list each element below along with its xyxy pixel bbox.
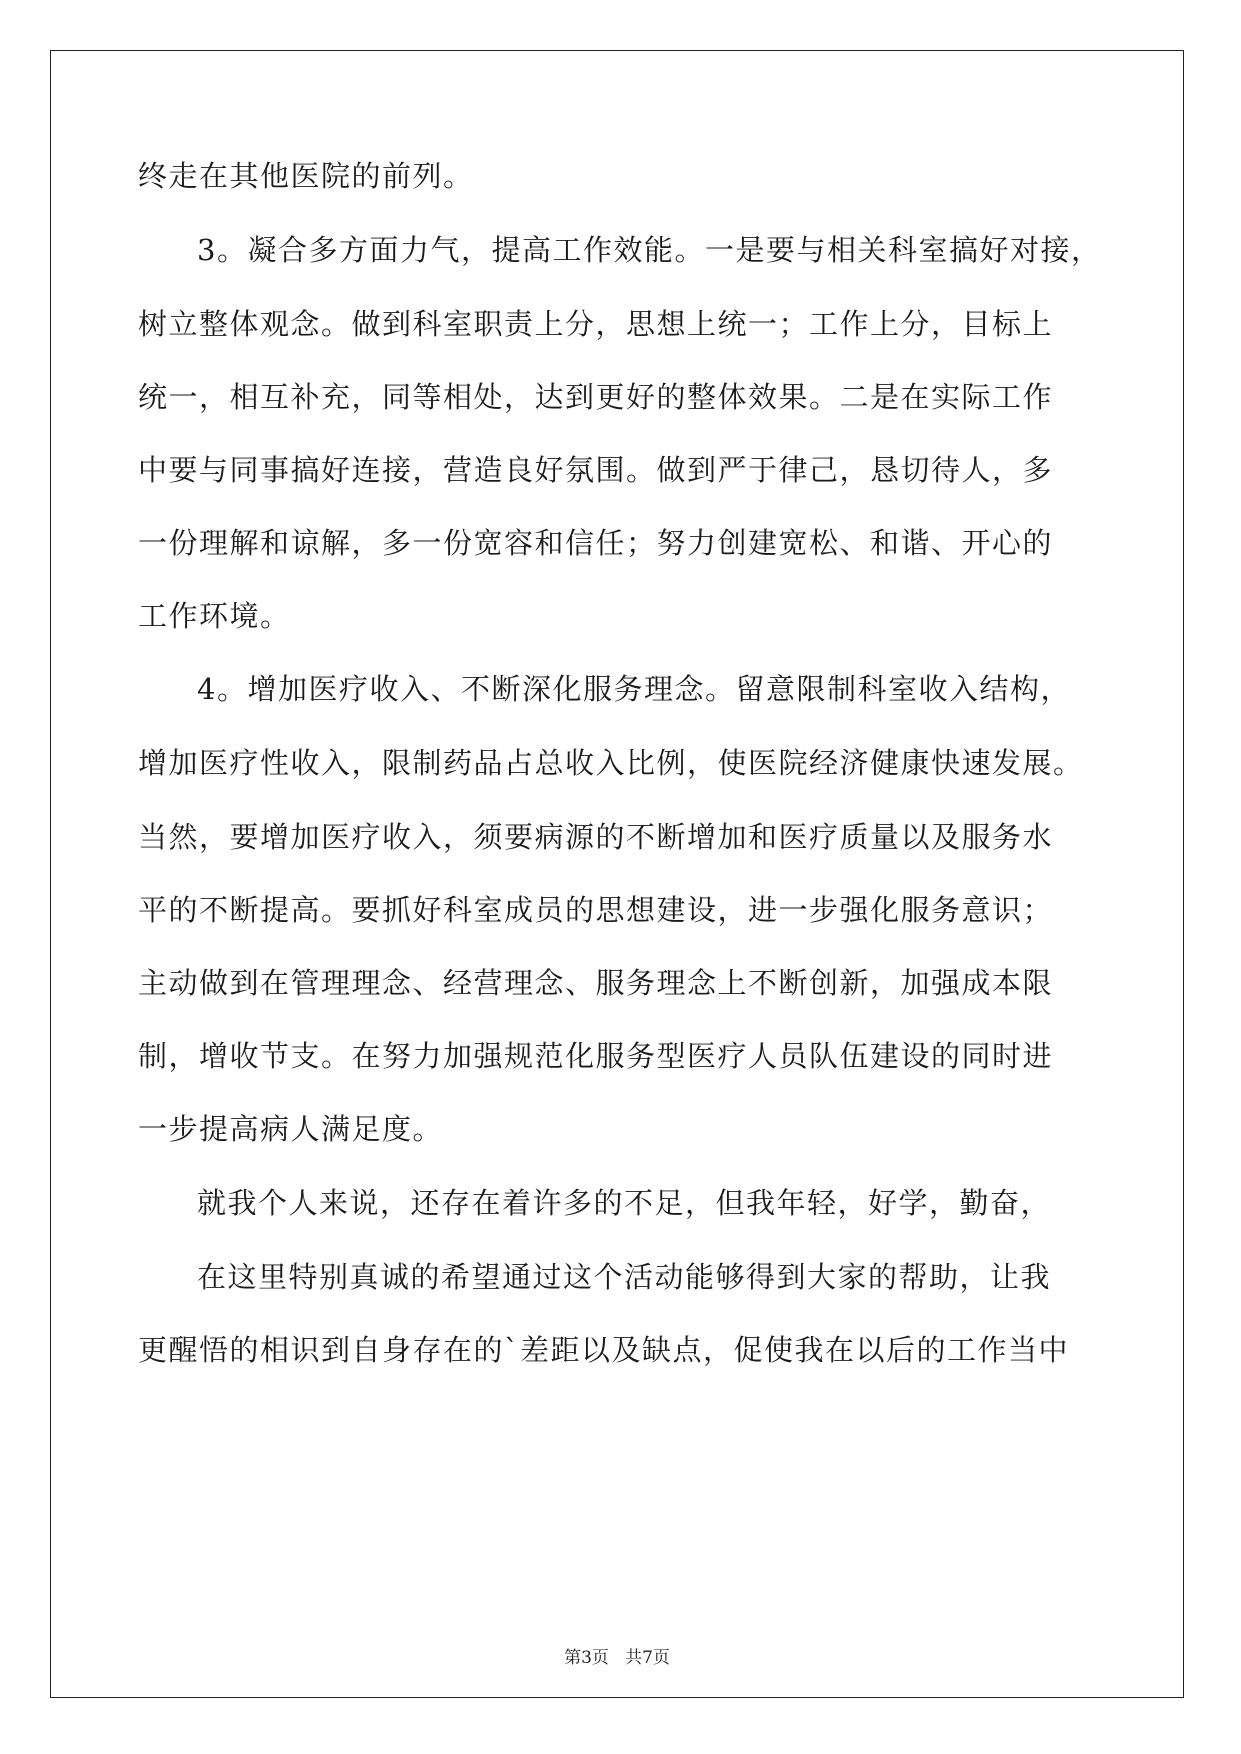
page-number-footer: 第3页 共7页 [564, 1648, 670, 1668]
text-line: 终走在其他医院的前列。 [138, 159, 474, 193]
text-line: 一份理解和谅解，多一份宽容和信任；努力创建宽松、和谐、开心的 [138, 526, 1054, 560]
text-line: 工作环境。 [138, 599, 291, 633]
text-line: 4。增加医疗收入、不断深化服务理念。留意限制科室收入结构， [197, 672, 1071, 706]
text-line: 平的不断提高。要抓好科室成员的思想建设，进一步强化服务意识； [138, 893, 1054, 927]
text-line: 制，增收节支。在努力加强规范化服务型医疗人员队伍建设的同时进 [138, 1039, 1054, 1073]
text-line: 增加医疗性收入，限制药品占总收入比例，使医院经济健康快速发展。 [138, 746, 1084, 780]
text-line: 3。凝合多方面力气，提高工作效能。一是要与相关科室搞好对接， [197, 233, 1102, 267]
text-line: 当然，要增加医疗收入，须要病源的不断增加和医疗质量以及服务水 [138, 820, 1054, 854]
text-line: 主动做到在管理理念、经营理念、服务理念上不断创新，加强成本限 [138, 966, 1054, 1000]
text-line: 树立整体观念。做到科室职责上分，思想上统一；工作上分，目标上 [138, 307, 1054, 341]
text-line: 更醒悟的相识到自身存在的`差距以及缺点，促使我在以后的工作当中 [138, 1333, 1070, 1367]
text-line: 统一，相互补充，同等相处，达到更好的整体效果。二是在实际工作 [138, 380, 1054, 414]
text-line: 中要与同事搞好连接，营造良好氛围。做到严于律己，恳切待人，多 [138, 453, 1054, 487]
text-line: 就我个人来说，还存在着许多的不足，但我年轻，好学，勤奋， [197, 1186, 1052, 1220]
page-border [50, 50, 1184, 1698]
text-line: 一步提高病人满足度。 [138, 1112, 444, 1146]
text-line: 在这里特别真诚的希望通过这个活动能够得到大家的帮助，让我 [197, 1260, 1052, 1294]
